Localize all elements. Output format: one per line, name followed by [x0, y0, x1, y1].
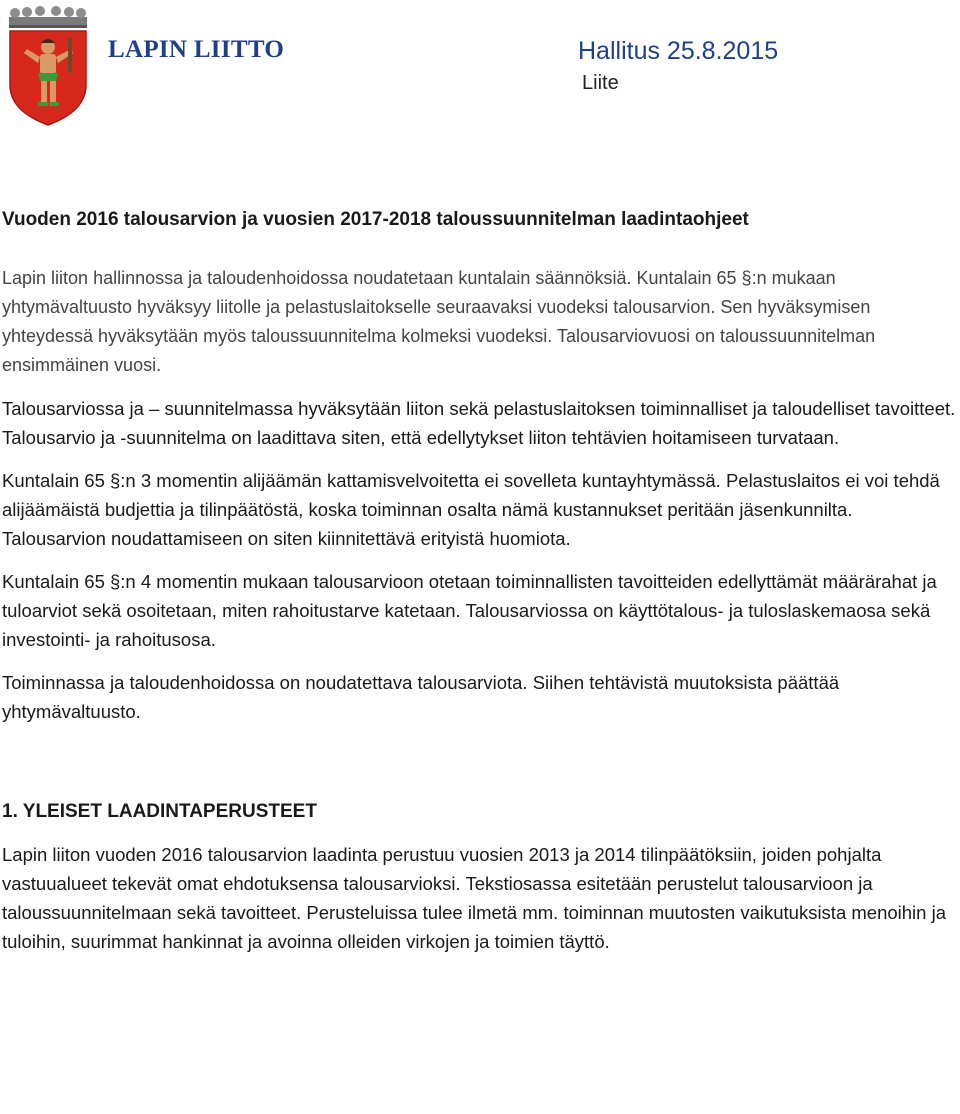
document-body	[2, 206, 958, 956]
document-title: Vuoden 2016 talousarvion ja vuosien 2017-2018 taloussuunnitelman laadintaohjeet	[2, 209, 749, 230]
coat-of-arms-icon	[5, 3, 91, 127]
paragraph-goals: Talousarviossa ja – suunnitelmassa hyväksytään liiton sekä pelastuslaitoksen toiminnalliset ja taloudelliset tavoitteet. Talousarvio ja -suunnitelma on laadittava siten, että edellytykset liiton tehtävien hoitamiseen turvataan.	[2, 398, 956, 448]
letterhead	[0, 0, 960, 130]
paragraph-compliance: Toiminnassa ja taloudenhoidossa on noudatettava talousarviota. Siihen tehtävistä muutoksista päättää yhtymävaltuusto.	[2, 672, 840, 722]
meeting-date: Hallitus 25.8.2015	[578, 37, 779, 65]
paragraph-appropriations: Kuntalain 65 §:n 4 momentin mukaan talousarvioon otetaan toiminnallisten tavoitteiden edellyttämät määrärahat ja tuloarviot sekä osoitetaan, miten rahoitustarve katetaan. Talousarviossa on käyttötalous- ja tuloslaskemaosa sekä investointi- ja rahoitusosa.	[2, 571, 937, 650]
section-heading: 1. YLEISET LAADINTAPERUSTEET	[2, 801, 317, 822]
paragraph-intro: Lapin liiton hallinnossa ja taloudenhoidossa noudatetaan kuntalain säännöksiä. Kuntalain 65 §:n mukaan yhtymävaltuusto hyväksyy liitolle ja pelastuslaitokselle seuraavaksi vuodeksi talousarvion. Sen hyväksymisen yhteydessä hyväksytään myös taloussuunnitelma kolmeksi vuodeksi. Talousarviovuosi on taloussuunnitelman ensimmäinen vuosi.	[2, 268, 876, 375]
organization-name: LAPIN LIITTO	[108, 36, 285, 63]
section-paragraph: Lapin liiton vuoden 2016 talousarvion laadinta perustuu vuosien 2013 ja 2014 tilinpäätöksiin, joiden pohjalta vastuualueet tekevät omat ehdotuksensa talousarvioksi. Tekstiosassa esitetään perustelut talousarvioon ja taloussuunnitelmaan sekä tavoitteet. Perusteluissa tulee ilmetä mm. toiminnan muutosten vaikutuksista menoihin ja tuloihin, suurimmat hankinnat ja avoinna olleiden virkojen ja toimien täyttö.	[2, 844, 946, 952]
paragraph-deficit: Kuntalain 65 §:n 3 momentin alijäämän kattamisvelvoitetta ei sovelleta kuntayhtymässä. Pelastuslaitos ei voi tehdä alijäämäistä budjettia ja tilinpäätöstä, koska toiminnan osalta nämä kustannukset peritään jäsenkunnilta. Talousarvion noudattamiseen on siten kiinnitettävä erityistä huomiota.	[2, 470, 940, 549]
attachment-label: Liite	[582, 72, 619, 94]
